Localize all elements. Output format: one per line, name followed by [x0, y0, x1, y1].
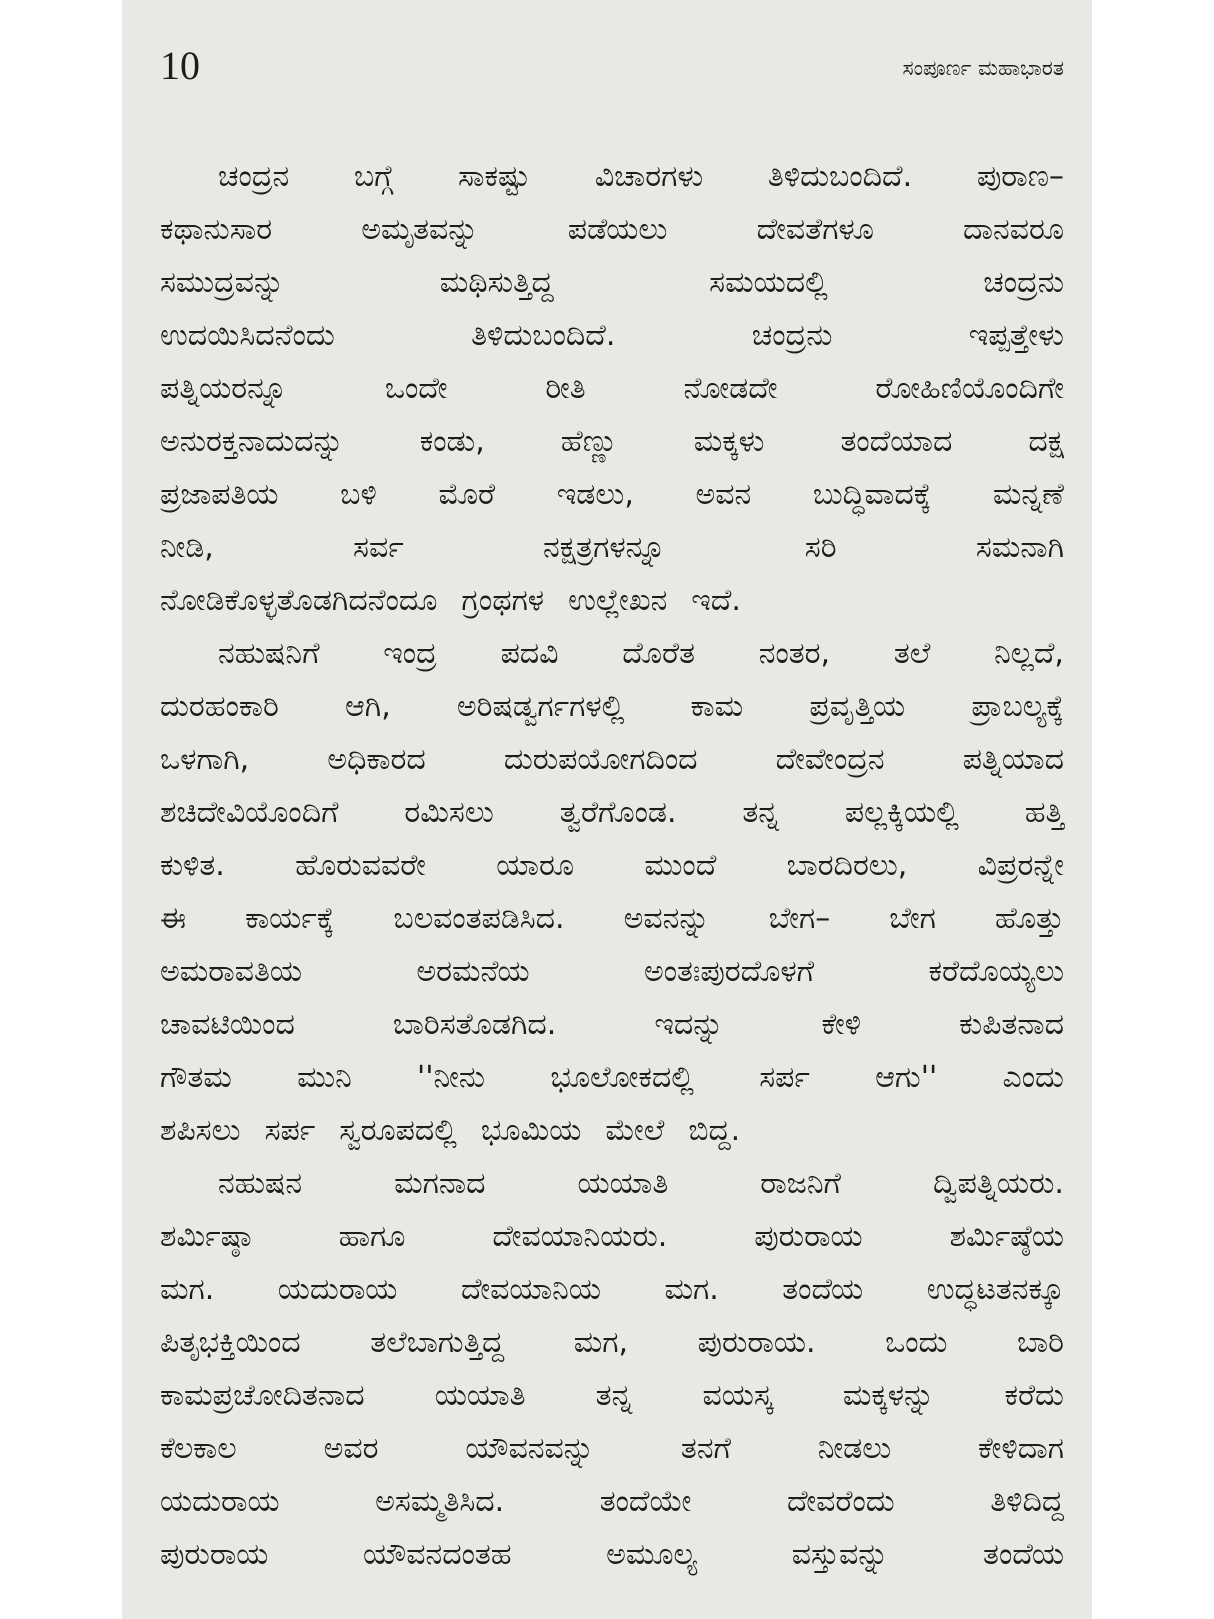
text-word: ದೇವಯಾನಿಯ — [460, 1272, 601, 1307]
book-title: ಸಂಪೂರ್ಣ ಮಹಾಭಾರತ — [902, 56, 1064, 80]
text-word: ನೀಡಿ, — [160, 530, 214, 565]
text-word: ಚಂದ್ರನ — [218, 159, 290, 194]
text-word: ಕಂಡು, — [419, 424, 485, 459]
text-word: ವಿಚಾರಗಳು — [594, 159, 704, 194]
text-word: ದಾನವರೂ — [963, 212, 1064, 247]
text-word: ಹೊರುವವರೇ — [295, 848, 426, 883]
text-word: ರಮಿಸಲು — [404, 795, 494, 830]
text-word: ತಂದೆಯೇ — [599, 1484, 692, 1519]
text-line — [160, 574, 1064, 627]
text-word: ಮಗನಾದ — [394, 1166, 486, 1201]
text-word: ಒಳಗಾಗಿ, — [160, 742, 250, 777]
page-number: 10 — [160, 43, 200, 88]
text-word: ಹೊತ್ತು — [994, 901, 1064, 936]
text-word: ಕರೆದೊಯ್ಯಲು — [928, 954, 1064, 989]
text-line — [160, 1422, 1064, 1475]
text-word: ಪಡೆಯಲು — [567, 212, 668, 247]
text-word: ಇಂದ್ರ — [383, 636, 437, 671]
text-word: ಚಂದ್ರನು — [983, 265, 1064, 300]
text-word: ಇದನ್ನು — [654, 1007, 724, 1042]
text-word: ಅಂತಃಪುರದೊಳಗೆ — [643, 954, 815, 989]
text-word: ಗೌತಮ — [160, 1060, 232, 1095]
text-word: ಅರಮನೆಯ — [416, 954, 530, 989]
text-line — [160, 839, 1064, 892]
text-line — [160, 1263, 1064, 1316]
text-word: ತಿಳಿದುಬಂದಿದೆ. — [767, 159, 913, 194]
text-word: ತಂದೆಯ — [983, 1537, 1064, 1572]
text-word: ಪತ್ನಿಯಾದ — [962, 742, 1064, 777]
text-word: ಬಾರಿಸತೊಡಗಿದ. — [392, 1007, 557, 1042]
text-word: ವಿಪ್ರರನ್ನೇ — [977, 848, 1064, 883]
text-word: ಪ್ರಜಾಪತಿಯ — [160, 477, 279, 512]
text-word: ಕುಳಿತ. — [160, 848, 225, 883]
text-word: ಬಾರಿ — [1017, 1325, 1064, 1360]
text-word: ಇದೆ. — [691, 583, 741, 618]
text-line — [160, 945, 1064, 998]
text-word: ಎಂದು — [1002, 1060, 1064, 1095]
text-line — [160, 680, 1064, 733]
text-word: ಒಂದು — [885, 1325, 948, 1360]
text-word: ಮುನಿ — [297, 1060, 352, 1095]
text-word: ದೇವತೆಗಳೂ — [756, 212, 874, 247]
text-line — [160, 1369, 1064, 1422]
text-word: ಪ್ರವೃತ್ತಿಯ — [809, 689, 906, 724]
text-word: ದೊರೆತ — [622, 636, 695, 671]
text-word: ನಂತರ, — [758, 636, 831, 671]
text-word: ಶಚಿದೇವಿಯೊಂದಿಗೆ — [160, 795, 339, 830]
text-word: ನಹುಷನ — [218, 1166, 303, 1201]
text-word: ಪುರುರಾಯ — [754, 1219, 863, 1254]
text-word: ಬುದ್ಧಿವಾದಕ್ಕೆ — [812, 477, 932, 512]
text-word: ಬೇಗ– — [768, 901, 831, 936]
text-word: ನೋಡಿಕೊಳ್ಳತೊಡಗಿದನೆಂದೂ — [160, 583, 438, 618]
text-word: ಅನುರಕ್ತನಾದುದನ್ನು — [160, 424, 344, 459]
text-word: ಅಧಿಕಾರದ — [327, 742, 426, 777]
text-word: ತ್ವರೆಗೊಂಡ. — [559, 795, 677, 830]
text-line — [160, 1157, 1064, 1210]
text-line — [160, 415, 1064, 468]
text-word: ತಲೆಬಾಗುತ್ತಿದ್ದ — [370, 1325, 505, 1360]
text-word: ಬಿದ್ದ. — [688, 1113, 741, 1148]
text-line — [160, 1210, 1064, 1263]
text-word: ಕರೆದು — [1004, 1378, 1064, 1413]
text-word: ಪ್ರಾಬಲ್ಯಕ್ಕೆ — [971, 689, 1064, 724]
text-word: ಕಾಮ — [690, 689, 744, 724]
text-word: ರಾಜನಿಗೆ — [760, 1166, 841, 1201]
text-line — [160, 786, 1064, 839]
text-word: ಮುಂದೆ — [644, 848, 717, 883]
text-word: ಬಳಿ — [340, 477, 377, 512]
text-word: ಮನ್ನಣೆ — [992, 477, 1064, 512]
text-line — [160, 1475, 1064, 1528]
text-word: ಮಗ, — [573, 1325, 628, 1360]
text-word: ಇಪ್ಪತ್ತೇಳು — [968, 318, 1064, 353]
text-word: ಸ್ವರೂಪದಲ್ಲಿ — [339, 1113, 457, 1148]
text-word: ಬೇಗ — [889, 901, 936, 936]
text-word: ಸಮನಾಗಿ — [975, 530, 1064, 565]
text-word: ಭೂಮಿಯ — [480, 1113, 582, 1148]
text-word: ಸಾಕಷ್ಟು — [458, 159, 531, 194]
text-word: ನಿಲ್ಲದೆ, — [994, 636, 1064, 671]
text-word: ಆಗು'' — [875, 1060, 938, 1095]
text-word: ಉದ್ಧಟತನಕ್ಕೂ — [926, 1272, 1064, 1307]
text-word: ತನಗೆ — [680, 1431, 731, 1466]
text-word: ಮಕ್ಕಳನ್ನು — [842, 1378, 935, 1413]
text-word: ಒಂದೇ — [384, 371, 448, 406]
text-line — [160, 627, 1064, 680]
text-word: ಬಲವಂತಪಡಿಸಿದ. — [393, 901, 565, 936]
text-word: ಕೇಳಿ — [821, 1007, 862, 1042]
text-word: ಪತ್ನಿಯರನ್ನೂ — [160, 371, 288, 406]
text-word: ಸಮುದ್ರವನ್ನು — [160, 265, 285, 300]
text-word: ಕುಪಿತನಾದ — [959, 1007, 1064, 1042]
text-word: ತಲೆ — [893, 636, 931, 671]
book-page — [122, 0, 1092, 1619]
text-word: ಗ್ರಂಥಗಳ — [461, 583, 545, 618]
text-word: ಮಗ. — [664, 1272, 719, 1307]
text-word: ಮಥಿಸುತ್ತಿದ್ದ — [439, 265, 554, 300]
text-word: ಅವನ — [695, 477, 752, 512]
text-line — [160, 998, 1064, 1051]
text-word: ಚಂದ್ರನು — [751, 318, 833, 353]
text-word: ತನ್ನ — [595, 1378, 633, 1413]
text-word: ಯದುರಾಯ — [277, 1272, 398, 1307]
text-word: ಮಗ. — [160, 1272, 215, 1307]
text-line — [160, 733, 1064, 786]
text-word: ಅವನನ್ನು — [623, 901, 710, 936]
text-word: ನಹುಷನಿಗೆ — [218, 636, 320, 671]
text-word: ದುರಹಂಕಾರಿ — [160, 689, 279, 724]
text-word: ಶಪಿಸಲು — [160, 1113, 241, 1148]
text-word: ಮಕ್ಕಳು — [693, 424, 765, 459]
text-word: ದ್ವಿಪತ್ನಿಯರು. — [932, 1166, 1064, 1201]
text-word: ಸಮಯದಲ್ಲಿ — [709, 265, 828, 300]
text-line — [160, 150, 1064, 203]
text-word: ಉಲ್ಲೇಖನ — [568, 583, 668, 618]
text-line — [160, 362, 1064, 415]
text-line — [160, 892, 1064, 945]
text-word: ಸರ್ವ — [353, 530, 404, 565]
text-word: ರೋಹಿಣಿಯೊಂದಿಗೇ — [875, 371, 1064, 406]
text-word: ಹತ್ತಿ — [1024, 795, 1064, 830]
text-word: ಪುರುರಾಯ. — [697, 1325, 816, 1360]
text-word: ಯದುರಾಯ — [160, 1484, 280, 1519]
text-word: ದೇವೇಂದ್ರನ — [775, 742, 885, 777]
text-word: ರೀತಿ — [545, 371, 586, 406]
text-word: ನೋಡದೇ — [683, 371, 778, 406]
text-word: ದೇವಯಾನಿಯರು. — [492, 1219, 668, 1254]
text-word: ಮೊರೆ — [438, 477, 496, 512]
text-word: ಕಾರ್ಯಕ್ಕೆ — [245, 901, 335, 936]
page-header — [160, 44, 1064, 104]
text-word: ಯಯಾತಿ — [577, 1166, 669, 1201]
text-word: ತಂದೆಯಾದ — [840, 424, 953, 459]
text-line — [160, 1528, 1064, 1581]
text-line — [160, 256, 1064, 309]
text-word: ಹೆಣ್ಣು — [560, 424, 618, 459]
text-word: ಅಮೃತವನ್ನು — [361, 212, 479, 247]
text-word: ಕೇಳಿದಾಗ — [978, 1431, 1064, 1466]
text-word: ಹಾಗೂ — [338, 1219, 406, 1254]
text-word: ವಸ್ತುವನ್ನು — [791, 1537, 889, 1572]
text-line — [160, 203, 1064, 256]
text-word: ಪಲ್ಲಕ್ಕಿಯಲ್ಲಿ — [844, 795, 959, 830]
text-word: ಯೌವನದಂತಹ — [362, 1537, 512, 1572]
text-word: ತನ್ನ — [742, 795, 780, 830]
text-line — [160, 468, 1064, 521]
text-word: ಇಡಲು, — [556, 477, 634, 512]
text-line — [160, 1316, 1064, 1369]
text-word: ಯಾರೂ — [496, 848, 574, 883]
text-word: ಆಗಿ, — [344, 689, 391, 724]
text-word: ಪುರಾಣ– — [976, 159, 1064, 194]
text-word: ಪುರುರಾಯ — [160, 1537, 269, 1572]
text-word: ಶರ್ಮಿಷ್ಠೆಯ — [949, 1219, 1064, 1254]
text-word: ಈ — [160, 901, 187, 936]
text-word: ನೀಡಲು — [817, 1431, 892, 1466]
text-word: ದೇವರೆಂದು — [786, 1484, 895, 1519]
text-word: ಪಿತೃಭಕ್ತಿಯಿಂದ — [160, 1325, 301, 1360]
text-word: ದುರುಪಯೋಗದಿಂದ — [503, 742, 698, 777]
text-word: ಮೇಲೆ — [605, 1113, 665, 1148]
text-word: ಪದವಿ — [500, 636, 559, 671]
text-word: ತಂದೆಯ — [782, 1272, 864, 1307]
text-word: ಅರಿಷಡ್ವರ್ಗಗಳಲ್ಲಿ — [456, 689, 625, 724]
text-word: ಅಮರಾವತಿಯ — [160, 954, 303, 989]
text-word: ''ನೀನು — [417, 1060, 486, 1095]
text-word: ಕೆಲಕಾಲ — [160, 1431, 237, 1466]
text-word: ದಕ್ಷ — [1028, 424, 1064, 459]
text-word: ಯೌವನವನ್ನು — [465, 1431, 595, 1466]
text-word: ಭೂಲೋಕದಲ್ಲಿ — [550, 1060, 694, 1095]
text-line — [160, 1051, 1064, 1104]
text-word: ಚಾವಟಿಯಿಂದ — [160, 1007, 295, 1042]
text-word: ವಯಸ್ಕ — [702, 1378, 773, 1413]
text-word: ಅಮೂಲ್ಯ — [606, 1537, 698, 1572]
text-line — [160, 309, 1064, 362]
text-word: ನಕ್ಷತ್ರಗಳನ್ನೂ — [543, 530, 666, 565]
text-word: ಅಸಮ್ಮತಿಸಿದ. — [375, 1484, 505, 1519]
text-word: ಉದಯಿಸಿದನೆಂದು — [160, 318, 335, 353]
page-body — [160, 150, 1064, 1581]
text-word: ಕಾಮಪ್ರಚೋದಿತನಾದ — [160, 1378, 365, 1413]
text-word: ತಿಳಿದುಬಂದಿದೆ. — [471, 318, 616, 353]
text-word: ಸರ್ಪ — [759, 1060, 810, 1095]
text-word: ಶರ್ಮಿಷ್ಠಾ — [160, 1219, 252, 1254]
text-word: ಸರಿ — [804, 530, 837, 565]
text-line — [160, 1104, 1064, 1157]
text-word: ಕಥಾನುಸಾರ — [160, 212, 273, 247]
text-word: ಅವರ — [323, 1431, 379, 1466]
text-word: ಯಯಾತಿ — [434, 1378, 526, 1413]
text-word: ಬಾರದಿರಲು, — [786, 848, 908, 883]
text-word: ಸರ್ಪ — [264, 1113, 316, 1148]
text-word: ತಿಳಿದಿದ್ದ — [990, 1484, 1064, 1519]
text-line — [160, 521, 1064, 574]
text-word: ಬಗ್ಗೆ — [353, 159, 394, 194]
